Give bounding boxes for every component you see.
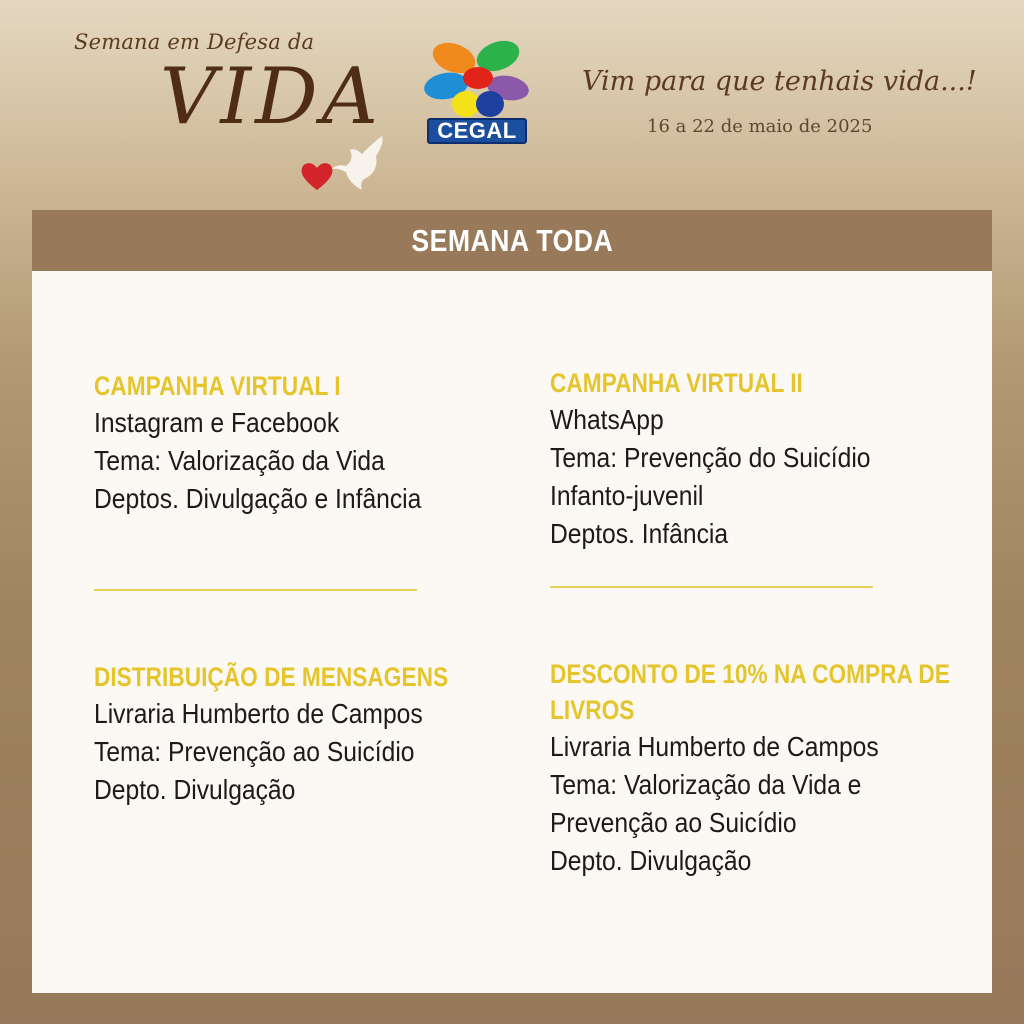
card-line: Deptos. Divulgação e Infância — [94, 483, 422, 514]
card-title: LIVROS — [550, 695, 635, 725]
card-line: Instagram e Facebook — [94, 407, 340, 438]
divider — [94, 589, 417, 591]
flower-logo-icon — [424, 38, 530, 120]
dove-icon — [332, 136, 384, 192]
schedule-panel — [32, 210, 992, 993]
card-line: Prevenção ao Suicídio — [550, 807, 797, 838]
panel-header — [32, 210, 992, 271]
card-line: Tema: Prevenção do Suicídio — [550, 442, 871, 473]
cegal-logo — [424, 38, 530, 146]
card-title: CAMPANHA VIRTUAL II — [550, 368, 803, 398]
slogan: Vim para que tenhais vida...! — [582, 66, 977, 97]
card-line: Tema: Valorização da Vida — [94, 445, 385, 476]
brand-subtitle: Semana em Defesa da — [74, 30, 315, 54]
logo-badge: CEGAL — [427, 118, 527, 144]
card-campanha-virtual-1 — [94, 368, 494, 518]
card-line: Livraria Humberto de Campos — [550, 731, 879, 762]
card-line: Depto. Divulgação — [94, 774, 296, 805]
brand-title: VIDA — [160, 52, 383, 142]
heart-icon — [300, 160, 334, 192]
card-line: Tema: Prevenção ao Suicídio — [94, 736, 415, 767]
event-dates: 16 a 22 de maio de 2025 — [647, 116, 873, 137]
card-line: Deptos. Infância — [550, 518, 729, 549]
card-campanha-virtual-2 — [550, 365, 950, 553]
card-line: Livraria Humberto de Campos — [94, 698, 423, 729]
card-title: CAMPANHA VIRTUAL I — [94, 371, 341, 401]
card-line: Infanto-juvenil — [550, 480, 704, 511]
divider — [550, 586, 873, 588]
card-distribuicao-mensagens — [94, 659, 494, 809]
card-desconto-livros — [550, 656, 950, 880]
card-title: DISTRIBUIÇÃO DE MENSAGENS — [94, 662, 449, 692]
card-line: Tema: Valorização da Vida e — [550, 769, 862, 800]
card-title: DESCONTO DE 10% NA COMPRA DE — [550, 659, 950, 689]
card-line: WhatsApp — [550, 404, 664, 435]
card-line: Depto. Divulgação — [550, 845, 752, 876]
panel-title: SEMANA TODA — [411, 222, 613, 258]
